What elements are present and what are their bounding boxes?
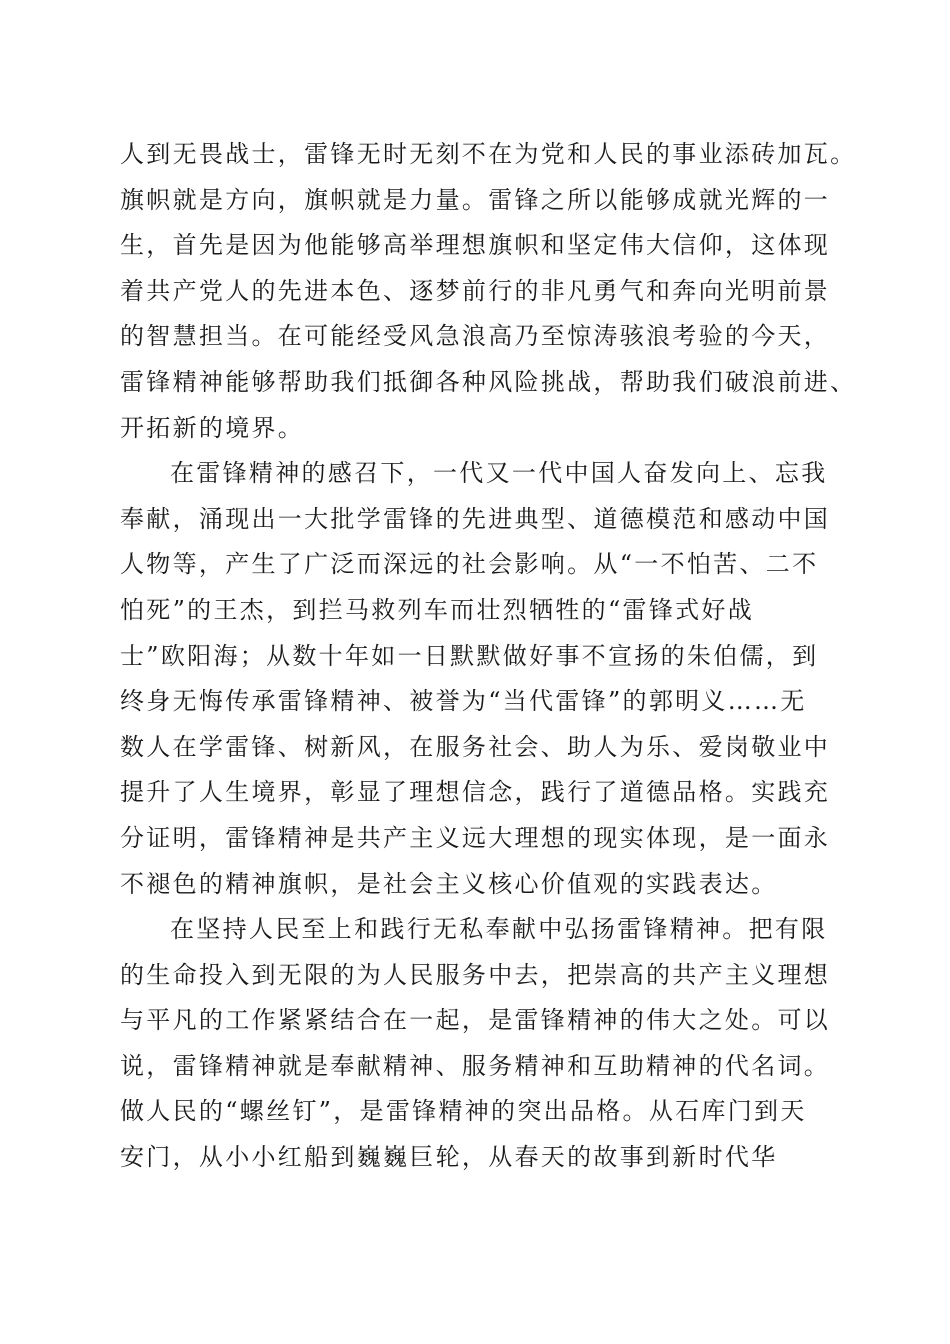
text-line: 做人民的“螺丝钉”，是雷锋精神的突出品格。从石库门到天 <box>120 1097 807 1126</box>
text-line: 人物等，产生了广泛而深远的社会影响。从“一不怕苦、二不 <box>120 550 819 579</box>
paragraph-2 <box>120 453 840 903</box>
text-line: 的智慧担当。在可能经受风急浪高乃至惊涛骇浪考验的今天， <box>120 322 831 351</box>
text-line: 不褪色的精神旗帜，是社会主义核心价值观的实践表达。 <box>120 869 778 898</box>
text-line: 说，雷锋精神就是奉献精神、服务精神和互助精神的代名词。 <box>120 1051 831 1080</box>
text-line: 在坚持人民至上和践行无私奉献中弘扬雷锋精神。把有限 <box>170 915 828 944</box>
body-text <box>120 134 857 1183</box>
paragraph-1 <box>120 134 857 448</box>
text-line: 怕死”的王杰，到拦马救列车而壮烈牺牲的“雷锋式好战 <box>120 595 755 624</box>
text-line: 终身无悔传承雷锋精神、被誉为“当代雷锋”的郭明义……无 <box>120 687 807 716</box>
text-line: 生，首先是因为他能够高举理想旗帜和坚定伟大信仰，这体现 <box>120 231 831 260</box>
paragraph-3 <box>120 909 840 1177</box>
text-line: 雷锋精神能够帮助我们抵御各种风险挑战，帮助我们破浪前进、 <box>120 367 857 396</box>
text-line: 士”欧阳海；从数十年如一日默默做好事不宣扬的朱伯儒，到 <box>120 641 819 670</box>
text-line: 数人在学雷锋、树新风，在服务社会、助人为乐、爱岗敬业中 <box>120 732 831 761</box>
text-line: 分证明，雷锋精神是共产主义远大理想的现实体现，是一面永 <box>120 823 831 852</box>
text-line: 安门，从小小红船到巍巍巨轮，从春天的故事到新时代华 <box>120 1143 778 1172</box>
text-line: 的生命投入到无限的为人民服务中去，把崇高的共产主义理想 <box>120 960 831 989</box>
text-line: 着共产党人的先进本色、逐梦前行的非凡勇气和奔向光明前景 <box>120 276 831 305</box>
text-line: 与平凡的工作紧紧结合在一起，是雷锋精神的伟大之处。可以 <box>120 1006 831 1035</box>
text-line: 提升了人生境界，彰显了理想信念，践行了道德品格。实践充 <box>120 778 831 807</box>
text-line: 旗帜就是方向，旗帜就是力量。雷锋之所以能够成就光辉的一 <box>120 185 831 214</box>
text-line: 开拓新的境界。 <box>120 413 305 442</box>
text-line: 人到无畏战士，雷锋无时无刻不在为党和人民的事业添砖加瓦。 <box>120 140 857 168</box>
text-line: 奉献，涌现出一大批学雷锋的先进典型、道德模范和感动中国 <box>120 504 831 533</box>
text-line: 在雷锋精神的感召下，一代又一代中国人奋发向上、忘我 <box>170 459 828 488</box>
